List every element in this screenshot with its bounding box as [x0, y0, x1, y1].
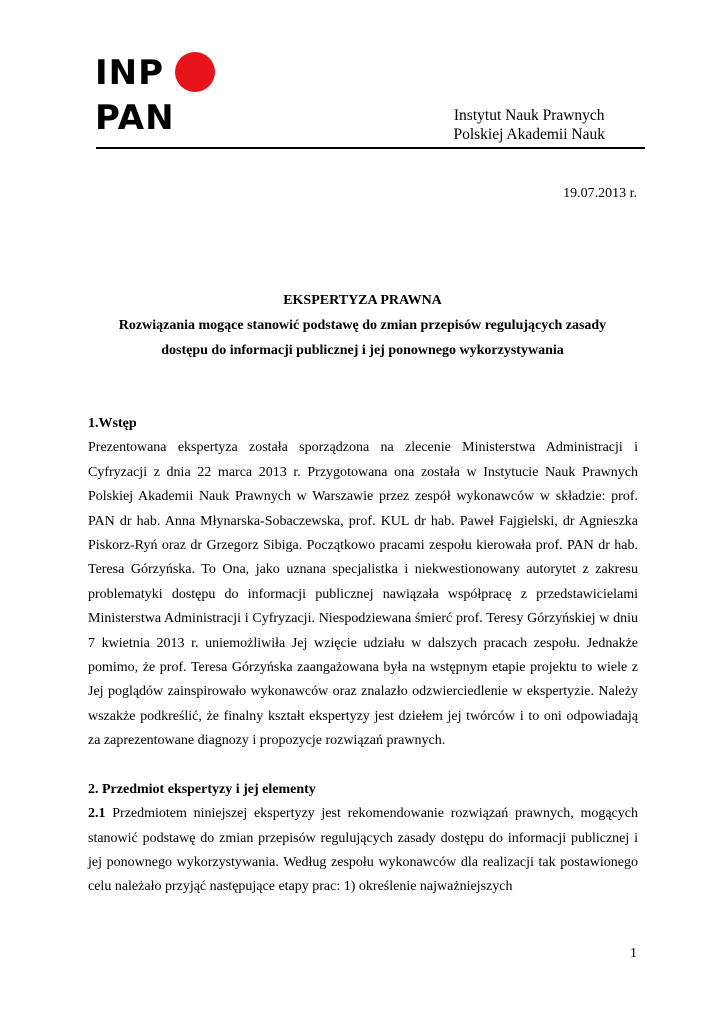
- logo-text-inp: INP: [95, 53, 165, 93]
- section-paragraph-1: Prezentowana ekspertyza została sporządzona na zlecenie Ministerstwa Administracji i Cyfryzacji z dnia 22 marca 2013 r. Przygotowana ona została w Instytucie Nauk Prawnych Polskiej Akademii Nauk Prawnych w Warszawie przez zespół wykonawców w składzie: prof. PAN dr hab. Anna Młynarska-Sobaczewska, prof. KUL dr hab. Paweł Fajgielski, dr Agnieszka Piskorz-Ryń oraz dr Grzegorz Sibiga. Początkowo pracami zespołu kierowała prof. PAN dr hab. Teresa Górzyńska. To Ona, jako uznana specjalistka i niekwestionowany autorytet z zakresu problematyki dostępu do informacji publicznej nawiązała współpracę z przedstawicielami Ministerstwa Administracji i Cyfryzacji. Niespodziewana śmierć prof. Teresy Górzyńskiej w dniu 7 kwietnia 2013 r. uniemożliwiła Jej wzięcie udziału w dalszych pracach zespołu. Jednakże pomimo, że prof. Teresa Górzyńska zaangażowana była na wstępnym etapie projektu to wiele z Jej poglądów zainspirowało wykonawców oraz znalazło odzwierciedlenie w ekspertyzie. Należy wszakże podkreślić, że finalny kształt ekspertyzy jest dziełem jej twórców i to oni odpowiadają za zaprezentowane diagnozy i propozycje rozwiązań prawnych.: [88, 440, 638, 749]
- section-heading-1: 1.Wstęp: [88, 416, 137, 431]
- page-number: 1: [630, 946, 637, 961]
- institute-name: [453, 106, 605, 144]
- paragraph-text: Przedmiotem niniejszej ekspertyzy jest rekomendowanie rozwiązań prawnych, mogących stanowić podstawę do zmian przepisów regulujących zasady dostępu do informacji publicznej i jej ponownego wykorzystywania. Według zespołu wykonawców dla realizacji tak postawionego celu należało przyjąć następujące etapy prac: 1) określenie najważniejszych: [88, 806, 638, 895]
- subtitle-line-2: dostępu do informacji publicznej i jej ponownego wykorzystywania: [161, 343, 564, 358]
- section-paragraph-2: [88, 802, 638, 900]
- subtitle-line-1: Rozwiązania mogące stanowić podstawę do zmian przepisów regulujących zasady: [118, 318, 607, 333]
- document-date: 19.07.2013 r.: [563, 186, 637, 201]
- title-block: [88, 288, 637, 363]
- inp-pan-logo: [95, 52, 225, 132]
- paragraph-number: 2.1: [88, 806, 106, 822]
- institute-line-2: Polskiej Akademii Nauk: [453, 126, 605, 143]
- section-heading-2: 2. Przedmiot ekspertyzy i jej elementy: [88, 781, 316, 797]
- document-title: EKSPERTYZA PRAWNA: [283, 293, 442, 308]
- logo-text-pan: PAN: [95, 98, 175, 132]
- institute-line-1: Instytut Nauk Prawnych: [453, 107, 605, 124]
- header-divider: [96, 147, 645, 149]
- document-body: [88, 412, 638, 900]
- logo-red-dot: [175, 52, 215, 92]
